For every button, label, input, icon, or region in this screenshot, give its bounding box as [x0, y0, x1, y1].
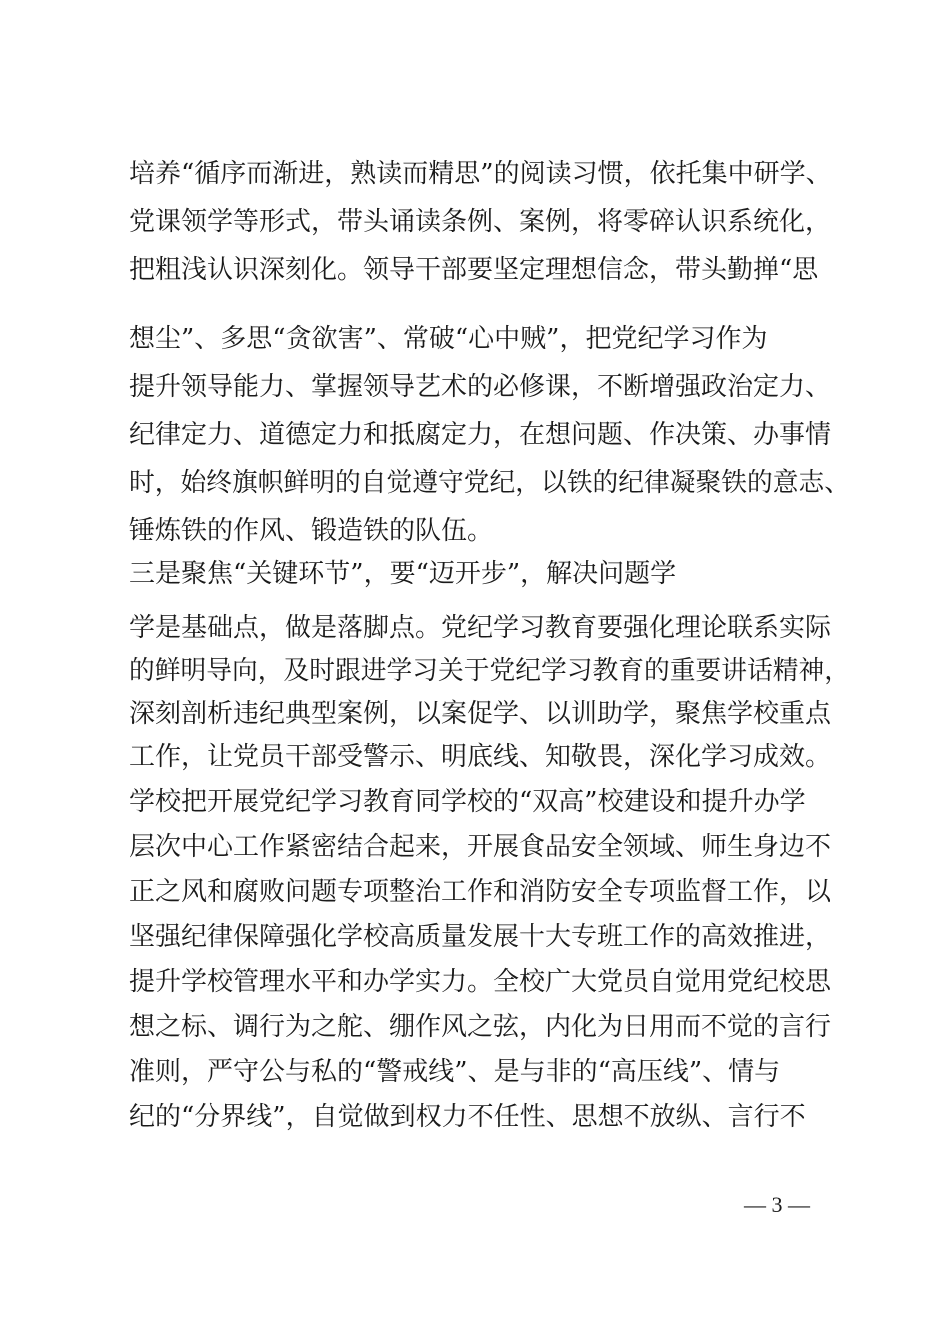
text-line-2: 党课领学等形式，带头诵读条例、案例，将零碎认识系统化，: [129, 207, 832, 237]
text-line-5: 提升领导能力、掌握领导艺术的必修课，不断增强政治定力、: [129, 372, 832, 402]
text-line-19: 想之标、调行为之舵、绷作风之弦，内化为日用而不觉的言行: [129, 1012, 832, 1042]
text-line-7: 时，始终旗帜鲜明的自觉遵守党纪，以铁的纪律凝聚铁的意志、: [129, 468, 851, 498]
text-line-3: 把粗浅认识深刻化。领导干部要坚定理想信念，带头勤掸“思: [129, 255, 819, 285]
text-line-6: 纪律定力、道德定力和抵腐定力，在想问题、作决策、办事情: [129, 420, 832, 450]
text-line-14: 学校把开展党纪学习教育同学校的“双高”校建设和提升办学: [129, 787, 806, 817]
text-line-15: 层次中心工作紧密结合起来，开展食品安全领域、师生身边不: [129, 832, 832, 862]
text-line-21: 纪的“分界线”，自觉做到权力不任性、思想不放纵、言行不: [129, 1102, 806, 1132]
page-number: — 3 —: [744, 1192, 810, 1217]
text-line-8: 锤炼铁的作风、锻造铁的队伍。: [129, 516, 494, 546]
text-line-16: 正之风和腐败问题专项整治工作和消防安全专项监督工作，以: [129, 877, 832, 907]
text-line-10: 学是基础点，做是落脚点。党纪学习教育要强化理论联系实际: [129, 613, 832, 643]
text-line-12: 深刻剖析违纪典型案例，以案促学、以训助学，聚焦学校重点: [129, 699, 832, 729]
text-line-11: 的鲜明导向，及时跟进学习关于党纪学习教育的重要讲话精神，: [129, 656, 851, 686]
text-line-4: 想尘”、多思“贪欲害”、常破“心中贼”，把党纪学习作为: [129, 324, 768, 354]
text-line-13: 工作，让党员干部受警示、明底线、知敬畏，深化学习成效。: [129, 742, 832, 772]
text-line-18: 提升学校管理水平和办学实力。全校广大党员自觉用党纪校思: [129, 967, 832, 997]
text-line-20: 准则，严守公与私的“警戒线”、是与非的“高压线”、情与: [129, 1057, 781, 1087]
text-line-9: 三是聚焦“关键环节”，要“迈开步”，解决问题学: [129, 559, 677, 589]
text-line-17: 坚强纪律保障强化学校高质量发展十大专班工作的高效推进，: [129, 922, 832, 952]
text-line-1: 培养“循序而渐进，熟读而精思”的阅读习惯，依托集中研学、: [129, 159, 832, 189]
